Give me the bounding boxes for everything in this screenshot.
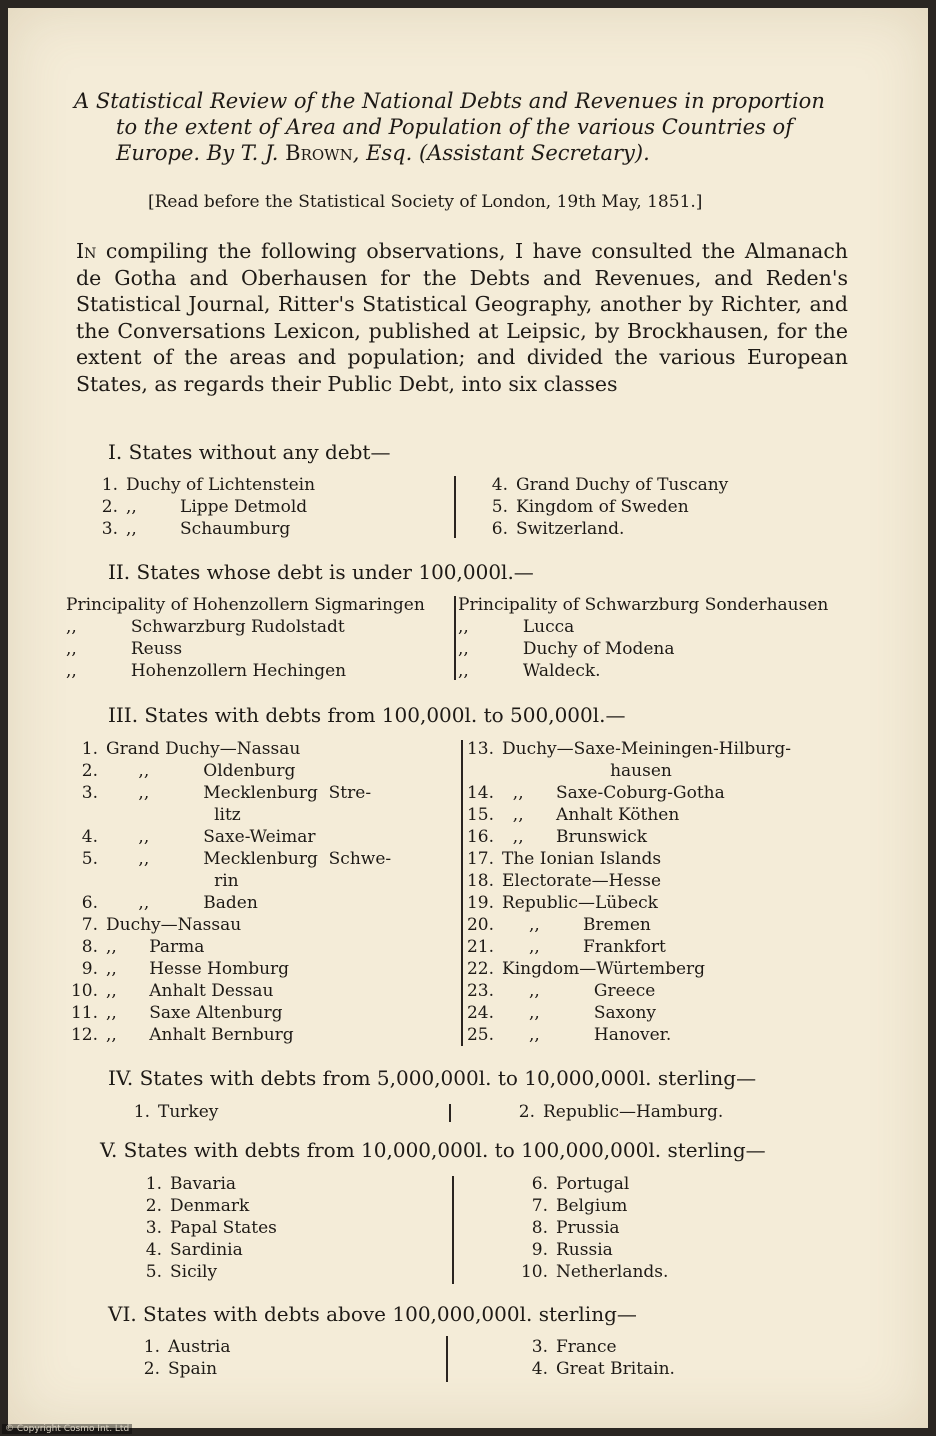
list-item — [66, 826, 451, 848]
item-text: ,, Saxe-Coburg-Gotha — [502, 783, 725, 803]
item-number: 3. — [531, 1337, 548, 1357]
list-item — [516, 1261, 816, 1283]
item-text: Papal States — [170, 1218, 277, 1238]
item-text: Kingdom of Sweden — [516, 497, 689, 517]
item-text: Sicily — [170, 1262, 218, 1282]
title-line-3 — [74, 140, 854, 166]
item-text: Duchy—Nassau — [106, 915, 242, 935]
item-text: Kingdom—Würtemberg — [502, 959, 706, 979]
list-item — [462, 782, 852, 804]
item-text: ,, Saxe Altenburg — [106, 1003, 283, 1023]
list-item — [516, 1336, 816, 1358]
item-number: 2. — [81, 761, 98, 781]
item-text: ,, Saxe-Weimar — [106, 827, 316, 847]
class4-left — [118, 1101, 438, 1123]
list-item — [462, 870, 852, 892]
item-number: 3. — [81, 783, 98, 803]
item-number: 2. — [143, 1359, 160, 1379]
item-text: ,, Oldenburg — [106, 761, 296, 781]
list-item: Principality of Hohenzollern Sigmaringen — [66, 595, 425, 615]
item-number: 5. — [145, 1262, 162, 1282]
list-item — [118, 1101, 438, 1123]
list-item — [66, 804, 451, 826]
item-text: ,, Greece — [502, 981, 656, 1001]
item-number: 4. — [145, 1240, 162, 1260]
class6-divider — [446, 1336, 448, 1382]
list-item: ,, Hohenzollern Hechingen — [66, 661, 347, 681]
list-item — [462, 826, 852, 848]
list-item — [66, 760, 451, 782]
class5-heading: V. States with debts from 10,000,000l. to 100,000,000l. sterling— — [100, 1138, 766, 1162]
class1-divider — [454, 476, 456, 538]
list-item — [66, 848, 451, 870]
class1-left — [86, 474, 446, 540]
list-item — [462, 958, 852, 980]
class5-divider — [452, 1176, 454, 1284]
item-number: 5. — [491, 497, 508, 517]
class2-right — [458, 594, 848, 682]
item-number: 17. — [466, 849, 494, 869]
list-item — [516, 1173, 816, 1195]
list-item — [476, 496, 836, 518]
item-number: 24. — [466, 1003, 494, 1023]
item-text: ,, Hesse Homburg — [106, 959, 290, 979]
item-number: 8. — [531, 1218, 548, 1238]
item-text: ,, Brunswick — [502, 827, 648, 847]
item-text: The Ionian Islands — [502, 849, 662, 869]
copyright-notice: © Copyright Cosmo Int. Ltd — [2, 1424, 132, 1434]
title-line-1: A Statistical Review of the National Debts and Revenues in proportion — [74, 89, 825, 113]
list-item — [128, 1336, 428, 1358]
item-number: 1. — [101, 475, 118, 495]
list-item — [66, 738, 451, 760]
read-note: [Read before the Statistical Society of London, 19th May, 1851.] — [148, 192, 703, 212]
class6-left — [128, 1336, 428, 1380]
item-number: 10. — [520, 1262, 548, 1282]
item-number: 1. — [133, 1102, 150, 1122]
item-text: Spain — [168, 1359, 218, 1379]
list-item: ,, Schwarzburg Rudolstadt — [66, 617, 345, 637]
item-text: ,, Anhalt Bernburg — [106, 1025, 294, 1045]
list-item: ,, Reuss — [66, 639, 183, 659]
item-text: Austria — [168, 1337, 231, 1357]
item-number: 3. — [101, 519, 118, 539]
item-number: 8. — [81, 937, 98, 957]
item-number: 3. — [145, 1218, 162, 1238]
list-item — [462, 892, 852, 914]
item-text: Republic—Hamburg. — [543, 1102, 724, 1122]
item-text: Grand Duchy of Tuscany — [516, 475, 729, 495]
list-item — [130, 1261, 430, 1283]
item-text: Bavaria — [170, 1174, 237, 1194]
item-number: 10. — [70, 981, 98, 1001]
item-text: ,, Schaumburg — [126, 519, 291, 539]
list-item — [462, 1024, 852, 1046]
list-item — [462, 1002, 852, 1024]
list-item: ,, Waldeck. — [458, 661, 601, 681]
list-item — [516, 1195, 816, 1217]
item-text: Duchy—Saxe-Meiningen-Hilburg- — [502, 739, 791, 759]
class2-heading: II. States whose debt is under 100,000l.— — [108, 560, 534, 584]
title-line-2: to the extent of Area and Population of the various Countries of — [116, 115, 793, 139]
title-line-3b: , Esq. (Assistant Secretary). — [352, 141, 650, 165]
title-author: Brown — [285, 141, 353, 165]
item-text: ,, Anhalt Dessau — [106, 981, 274, 1001]
item-number: 5. — [81, 849, 98, 869]
item-number: 12. — [70, 1025, 98, 1045]
class5-right — [516, 1173, 816, 1283]
item-text: France — [556, 1337, 617, 1357]
list-item — [462, 914, 852, 936]
item-text: Switzerland. — [516, 519, 625, 539]
item-number: 13. — [466, 739, 494, 759]
item-number: 15. — [466, 805, 494, 825]
list-item — [503, 1101, 823, 1123]
item-number: 7. — [531, 1196, 548, 1216]
class3-heading: III. States with debts from 100,000l. to 500,000l.— — [108, 703, 626, 727]
book-page — [8, 8, 928, 1428]
item-number: 20. — [466, 915, 494, 935]
list-item — [66, 1024, 451, 1046]
list-item — [462, 804, 852, 826]
item-number: 4. — [531, 1359, 548, 1379]
title-line-3a: Europe. By T. J. — [116, 141, 286, 165]
class5-left — [130, 1173, 430, 1283]
list-item — [66, 958, 451, 980]
item-text: Turkey — [158, 1102, 219, 1122]
item-text: ,, Mecklenburg Stre- — [106, 783, 372, 803]
item-text: ,, Hanover. — [502, 1025, 672, 1045]
class4-divider — [449, 1104, 451, 1122]
item-number: 22. — [466, 959, 494, 979]
list-item — [462, 760, 852, 782]
item-text: Republic—Lübeck — [502, 893, 658, 913]
item-number: 2. — [101, 497, 118, 517]
item-number: 2. — [518, 1102, 535, 1122]
list-item — [130, 1239, 430, 1261]
class3-left — [66, 738, 451, 1046]
item-text: Duchy of Lichtenstein — [126, 475, 316, 495]
class2-left — [66, 594, 451, 682]
list-item: Principality of Schwarzburg Sonderhausen — [458, 595, 829, 615]
list-item — [516, 1217, 816, 1239]
item-text: Electorate—Hesse — [502, 871, 662, 891]
item-text: ,, Anhalt Köthen — [502, 805, 680, 825]
list-item: ,, Lucca — [458, 617, 575, 637]
class1-heading: I. States without any debt— — [108, 440, 391, 464]
item-number: 2. — [145, 1196, 162, 1216]
list-item: ,, Duchy of Modena — [458, 639, 675, 659]
class6-right — [516, 1336, 816, 1380]
item-text: ,, Lippe Detmold — [126, 497, 308, 517]
class2-divider — [454, 596, 456, 680]
list-item — [462, 936, 852, 958]
item-number: 4. — [491, 475, 508, 495]
item-text: Grand Duchy—Nassau — [106, 739, 301, 759]
class6-heading: VI. States with debts above 100,000,000l. sterling— — [108, 1302, 637, 1326]
item-number: 9. — [531, 1240, 548, 1260]
list-item — [516, 1358, 816, 1380]
item-text: Netherlands. — [556, 1262, 669, 1282]
class4-heading: IV. States with debts from 5,000,000l. to 10,000,000l. sterling— — [108, 1066, 757, 1090]
item-number: 7. — [81, 915, 98, 935]
list-item — [66, 870, 451, 892]
intro-paragraph — [76, 238, 848, 397]
list-item — [66, 782, 451, 804]
item-text: Portugal — [556, 1174, 630, 1194]
list-item — [130, 1173, 430, 1195]
list-item — [66, 892, 451, 914]
item-text: ,, Baden — [106, 893, 258, 913]
article-title — [74, 88, 854, 166]
list-item — [476, 518, 836, 540]
item-text: Sardinia — [170, 1240, 243, 1260]
list-item — [86, 474, 446, 496]
list-item — [130, 1195, 430, 1217]
list-item — [66, 980, 451, 1002]
item-number: 1. — [145, 1174, 162, 1194]
list-item — [462, 980, 852, 1002]
class4-right — [503, 1101, 823, 1123]
item-text: Belgium — [556, 1196, 628, 1216]
item-text: hausen — [502, 761, 672, 781]
item-text: Denmark — [170, 1196, 250, 1216]
list-item — [86, 518, 446, 540]
item-text: Great Britain. — [556, 1359, 675, 1379]
intro-text: compiling the following observations, I have consulted the Almanach de Gotha and Oberhausen for the Debts and Revenues, and Reden's Statistical Journal, Ritter's Statistical Geography, another by Richter, and the Conversations Lexicon, published at Leipsic, by Brockhausen, for the extent of the areas and population; and divided the various European States, as regards their Public Debt, into six classes — [76, 239, 848, 396]
item-text: ,, Saxony — [502, 1003, 657, 1023]
list-item — [66, 936, 451, 958]
item-number: 9. — [81, 959, 98, 979]
item-text: ,, Parma — [106, 937, 205, 957]
class3-right — [462, 738, 852, 1046]
item-number: 23. — [466, 981, 494, 1001]
list-item — [462, 738, 852, 760]
item-number: 14. — [466, 783, 494, 803]
list-item — [86, 496, 446, 518]
item-number: 4. — [81, 827, 98, 847]
item-number: 6. — [81, 893, 98, 913]
item-number: 18. — [466, 871, 494, 891]
item-text: ,, Frankfort — [502, 937, 666, 957]
intro-drop: In — [76, 239, 97, 263]
item-number: 1. — [81, 739, 98, 759]
list-item — [66, 914, 451, 936]
list-item — [66, 1002, 451, 1024]
item-number: 25. — [466, 1025, 494, 1045]
item-text: ,, Mecklenburg Schwe- — [106, 849, 392, 869]
item-number: 1. — [143, 1337, 160, 1357]
item-text: litz — [106, 805, 241, 825]
item-text: rin — [106, 871, 239, 891]
item-number: 16. — [466, 827, 494, 847]
list-item — [516, 1239, 816, 1261]
item-text: Prussia — [556, 1218, 620, 1238]
list-item — [130, 1217, 430, 1239]
list-item — [128, 1358, 428, 1380]
list-item — [476, 474, 836, 496]
item-number: 6. — [491, 519, 508, 539]
item-number: 19. — [466, 893, 494, 913]
list-item — [462, 848, 852, 870]
item-text: Russia — [556, 1240, 613, 1260]
item-text: ,, Bremen — [502, 915, 651, 935]
class1-right — [476, 474, 836, 540]
item-number: 21. — [466, 937, 494, 957]
item-number: 6. — [531, 1174, 548, 1194]
item-number: 11. — [70, 1003, 98, 1023]
